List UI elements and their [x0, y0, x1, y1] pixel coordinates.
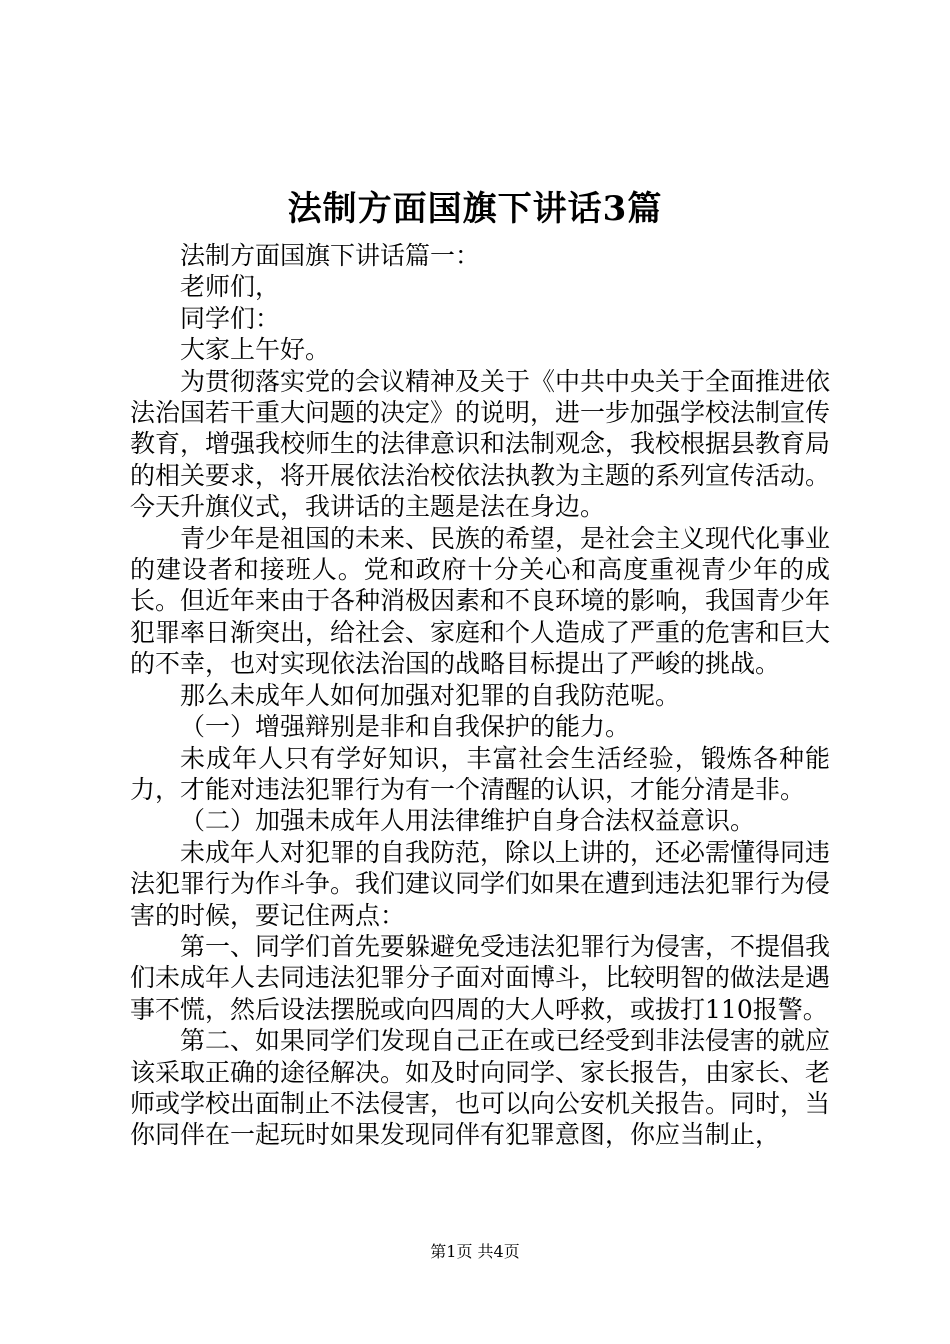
paragraph: 为贯彻落实党的会议精神及关于《中共中央关于全面推进依法治国若干重大问题的决定》的说明，进一步加强学校法制宣传教育，增强我校师生的法律意识和法制观念，我校根据县教育局的相关要求，将开展依法治校依法执教为主题的系列宣传活动。今天升旗仪式，我讲话的主题是法在身边。: [130, 366, 831, 522]
paragraph: 同学们：: [180, 303, 281, 333]
paragraph: （一）增强辩别是非和自我保护的能力。: [180, 712, 631, 742]
paragraph: 未成年人只有学好知识，丰富社会生活经验，锻炼各种能力，才能对违法犯罪行为有一个清醒的认识，才能分清是非。: [130, 743, 830, 804]
document-body: [130, 240, 830, 1151]
paragraph: 老师们，: [180, 272, 281, 302]
document-title: 法制方面国旗下讲话3篇: [287, 189, 663, 229]
paragraph: 那么未成年人如何加强对犯罪的自我防范呢。: [180, 680, 681, 710]
paragraph: 第二、如果同学们发现自己正在或已经受到非法侵害的就应该采取正确的途径解决。如及时向同学、家长报告，由家长、老师或学校出面制止不法侵害，也可以向公安机关报告。同时，当你同伴在一起玩时如果发现同伴有犯罪意图，你应当制止，: [130, 1026, 831, 1150]
page-footer: 第1页 共4页: [430, 1242, 520, 1261]
paragraph: 未成年人对犯罪的自我防范，除以上讲的，还必需懂得同违法犯罪行为作斗争。我们建议同学们如果在遭到违法犯罪行为侵害的时候，要记住两点：: [130, 837, 831, 930]
paragraph: 第一、同学们首先要躲避免受违法犯罪行为侵害，不提倡我们未成年人去同违法犯罪分子面对面博斗，比较明智的做法是遇事不慌，然后设法摆脱或向四周的大人呼救，或拔打110报警。: [130, 931, 831, 1024]
paragraph: 大家上午好。: [180, 335, 331, 365]
paragraph: （二）加强未成年人用法律维护自身合法权益意识。: [180, 806, 756, 836]
paragraph: 青少年是祖国的未来、民族的希望，是社会主义现代化事业的建设者和接班人。党和政府十分关心和高度重视青少年的成长。但近年来由于各种消极因素和不良环境的影响，我国青少年犯罪率日渐突出，给社会、家庭和个人造成了严重的危害和巨大的不幸，也对实现依法治国的战略目标提出了严峻的挑战。: [130, 523, 831, 679]
paragraph: 法制方面国旗下讲话篇一：: [180, 241, 481, 270]
